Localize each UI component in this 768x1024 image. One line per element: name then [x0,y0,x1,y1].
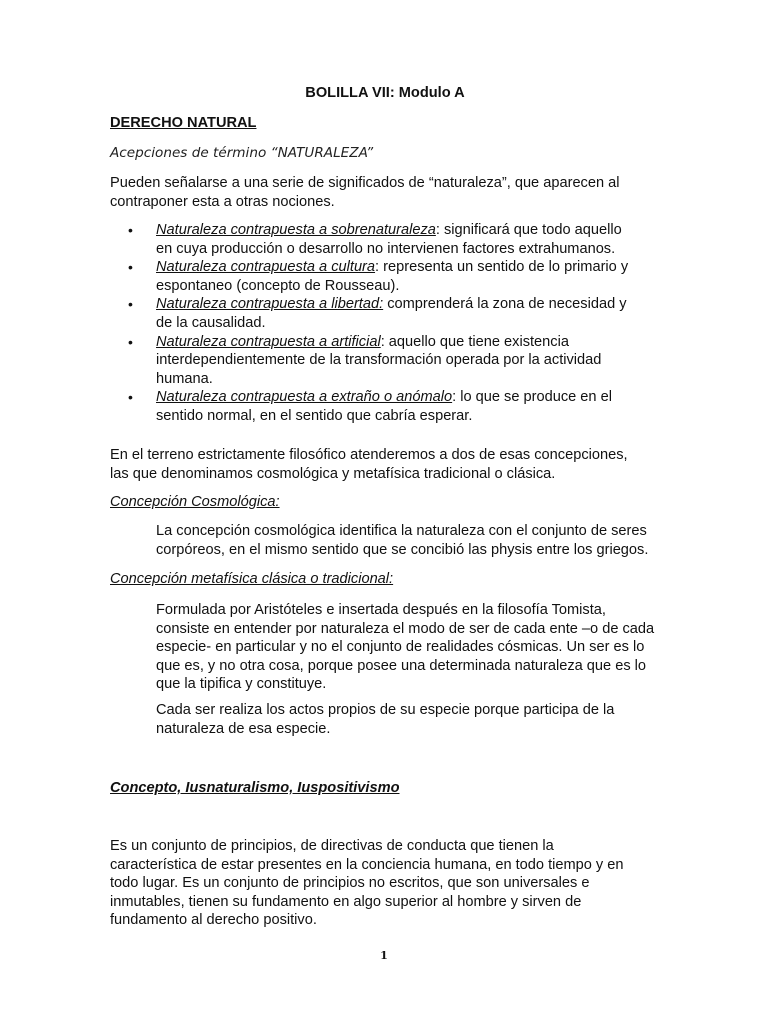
list-item [110,258,640,295]
list-item-text: : significará que todo aquello en cuya producción o desarrollo no intervienen factores extrahumanos. [156,222,622,257]
metafisica-subheading: Concepción metafísica clásica o tradicional: [110,571,394,587]
list-item [110,333,640,389]
cosmologica-subheading: Concepción Cosmológica: [110,494,280,510]
list-item [110,295,640,332]
list-item-text: : lo que se produce en el sentido normal, en el sentido que cabría esperar. [156,389,612,424]
bullet-icon: • [128,296,133,313]
concepto-paragraph: Es un conjunto de principios, de directivas de conducta que tienen la característica de estar presentes en la conciencia humana, en todo tiempo y en todo lugar. Es un conjunto de principios no escritos, que son universales e inmutables, tienen su fundamento en algo superior al hombre y sirven de fundamento al derecho positivo. [110,838,624,929]
list-item-term: Naturaleza contrapuesta a extraño o anómalo [156,389,453,406]
list-item-term: Naturaleza contrapuesta a libertad: [156,296,384,313]
intro-paragraph: Pueden señalarse a una serie de significados de “naturaleza”, que aparecen al contraponer esta a otras nociones. [110,175,620,210]
list-item-term: Naturaleza contrapuesta a artificial [156,333,381,350]
cosmologica-paragraph: La concepción cosmológica identifica la naturaleza con el conjunto de seres corpóreos, en el mismo sentido que se concibió las physis entre los griegos. [156,523,649,558]
list-item [110,221,640,258]
acepciones-title: Acepciones de término “NATURALEZA” [110,145,374,161]
list-item-text: comprenderá la zona de necesidad y de la causalidad. [156,296,627,331]
bullet-icon: • [128,389,133,406]
list-item-term: Naturaleza contrapuesta a cultura [156,259,376,276]
bullet-icon: • [128,259,133,276]
bullet-icon: • [128,333,133,350]
concepto-heading: Concepto, Iusnaturalismo, Iuspositivismo [110,780,400,796]
page-number: 1 [380,949,388,962]
list-item-text: : representa un sentido de lo primario y espontaneo (concepto de Rousseau). [156,259,629,294]
acepciones-list [110,221,640,426]
metafisica-paragraph-1: Formulada por Aristóteles e insertada después en la filosofía Tomista, consiste en entender por naturaleza el modo de ser de cada ente –o de cada especie- en particular y no el conjunto de realidades cósmicas. Un ser es lo que es, y no otra cosa, porque posee una determinada naturaleza que es lo que la tipifica y constituye. [156,602,655,693]
document-title: BOLILLA VII: Modulo A [305,85,465,101]
metafisica-paragraph-2: Cada ser realiza los actos propios de su especie porque participa de la naturaleza de esa especie. [156,702,615,737]
bullet-icon: • [128,222,133,238]
list-item-text: : aquello que tiene existencia interdependientemente de la transformación operada por la actividad humana. [156,333,602,387]
terreno-paragraph: En el terreno estrictamente filosófico atenderemos a dos de esas concepciones, las que denominamos cosmológica y metafísica tradicional o clásica. [110,447,628,482]
section-heading: DERECHO NATURAL [110,115,257,131]
list-item-term: Naturaleza contrapuesta a sobrenaturaleza [156,222,436,238]
list-item [110,388,640,425]
